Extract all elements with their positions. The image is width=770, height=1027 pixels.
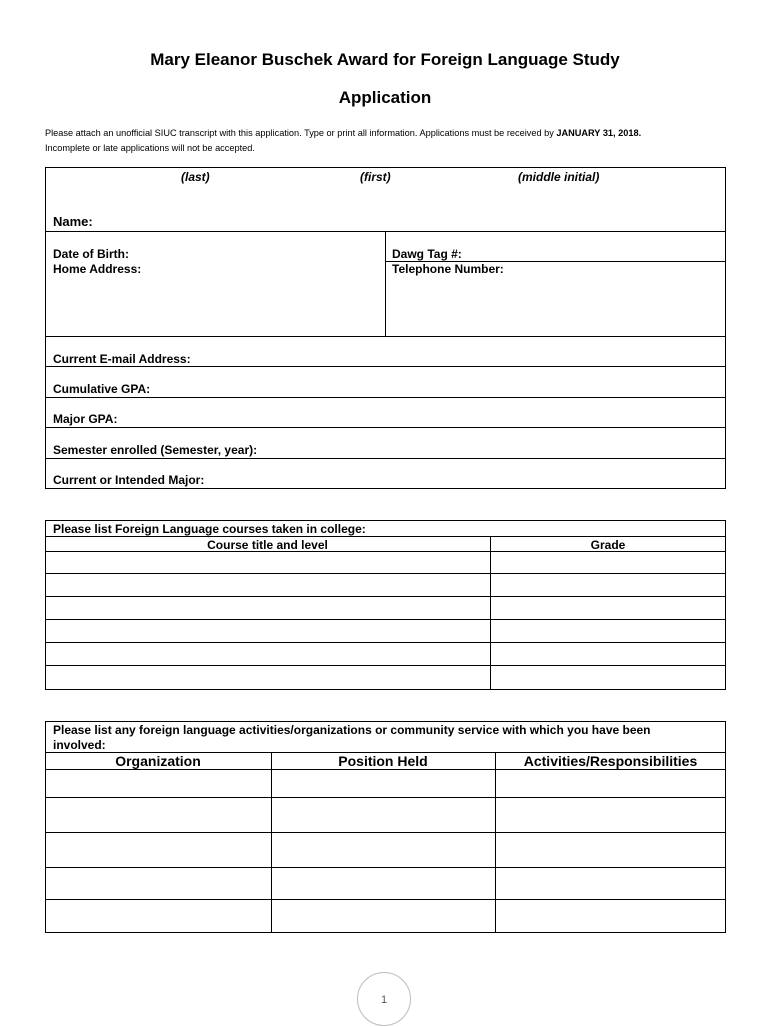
position-cell[interactable] <box>272 868 494 899</box>
deadline: JANUARY 31, 2018. <box>556 128 642 138</box>
form-title: Mary Eleanor Buschek Award for Foreign Language Study <box>150 50 620 69</box>
position-cell[interactable] <box>272 833 494 867</box>
responsibilities-cell[interactable] <box>496 833 725 867</box>
dawg-tag-label: Dawg Tag #: <box>392 247 462 261</box>
instructions <box>45 126 735 156</box>
major-label: Current or Intended Major: <box>53 473 205 487</box>
activities-heading-line1: Please list any foreign language activities/organizations or community service with which you have been <box>53 723 651 737</box>
form-subtitle: Application <box>338 88 432 107</box>
responsibilities-cell[interactable] <box>496 798 725 832</box>
dob-label: Date of Birth: <box>53 247 129 261</box>
position-cell[interactable] <box>272 798 494 832</box>
last-name-hint: (last) <box>181 170 210 184</box>
responsibilities-cell[interactable] <box>496 868 725 899</box>
name-field[interactable] <box>46 168 725 230</box>
course-cell[interactable] <box>46 552 489 573</box>
position-cell[interactable] <box>272 900 494 932</box>
middle-initial-hint: (middle initial) <box>518 170 600 184</box>
organization-cell[interactable] <box>46 868 270 899</box>
grade-cell[interactable] <box>491 552 725 573</box>
grade-cell[interactable] <box>491 574 725 596</box>
organization-header: Organization <box>115 753 201 769</box>
responsibilities-header: Activities/Responsibilities <box>523 753 698 769</box>
home-address-label: Home Address: <box>53 262 142 276</box>
grade-cell[interactable] <box>491 666 725 689</box>
activities-heading-line2: involved: <box>53 738 106 752</box>
telephone-field[interactable] <box>386 276 725 336</box>
position-cell[interactable] <box>272 770 494 797</box>
telephone-label: Telephone Number: <box>392 262 504 276</box>
grade-cell[interactable] <box>491 597 725 619</box>
organization-cell[interactable] <box>46 798 270 832</box>
home-address-field[interactable] <box>46 276 384 336</box>
grade-header: Grade <box>590 538 626 552</box>
major-gpa-label: Major GPA: <box>53 412 118 426</box>
instructions-text: Please attach an unofficial SIUC transcript with this application. Type or print all information. Applications must be received by <box>45 128 557 138</box>
organization-cell[interactable] <box>46 770 270 797</box>
course-cell[interactable] <box>46 666 489 689</box>
organization-cell[interactable] <box>46 833 270 867</box>
responsibilities-cell[interactable] <box>496 900 725 932</box>
course-cell[interactable] <box>46 620 489 642</box>
course-cell[interactable] <box>46 597 489 619</box>
cumulative-gpa-label: Cumulative GPA: <box>53 382 151 396</box>
email-label: Current E-mail Address: <box>53 352 191 366</box>
position-header: Position Held <box>338 753 428 769</box>
course-cell[interactable] <box>46 574 489 596</box>
courses-heading: Please list Foreign Language courses taken in college: <box>53 522 366 536</box>
name-label: Name: <box>53 214 93 229</box>
instructions-line2: Incomplete or late applications will not be accepted. <box>45 143 255 153</box>
page-number: 1 <box>357 972 411 1026</box>
course-title-header: Course title and level <box>207 538 328 552</box>
semester-label: Semester enrolled (Semester, year): <box>53 443 258 457</box>
grade-cell[interactable] <box>491 620 725 642</box>
course-cell[interactable] <box>46 643 489 665</box>
first-name-hint: (first) <box>360 170 391 184</box>
organization-cell[interactable] <box>46 900 270 932</box>
responsibilities-cell[interactable] <box>496 770 725 797</box>
grade-cell[interactable] <box>491 643 725 665</box>
